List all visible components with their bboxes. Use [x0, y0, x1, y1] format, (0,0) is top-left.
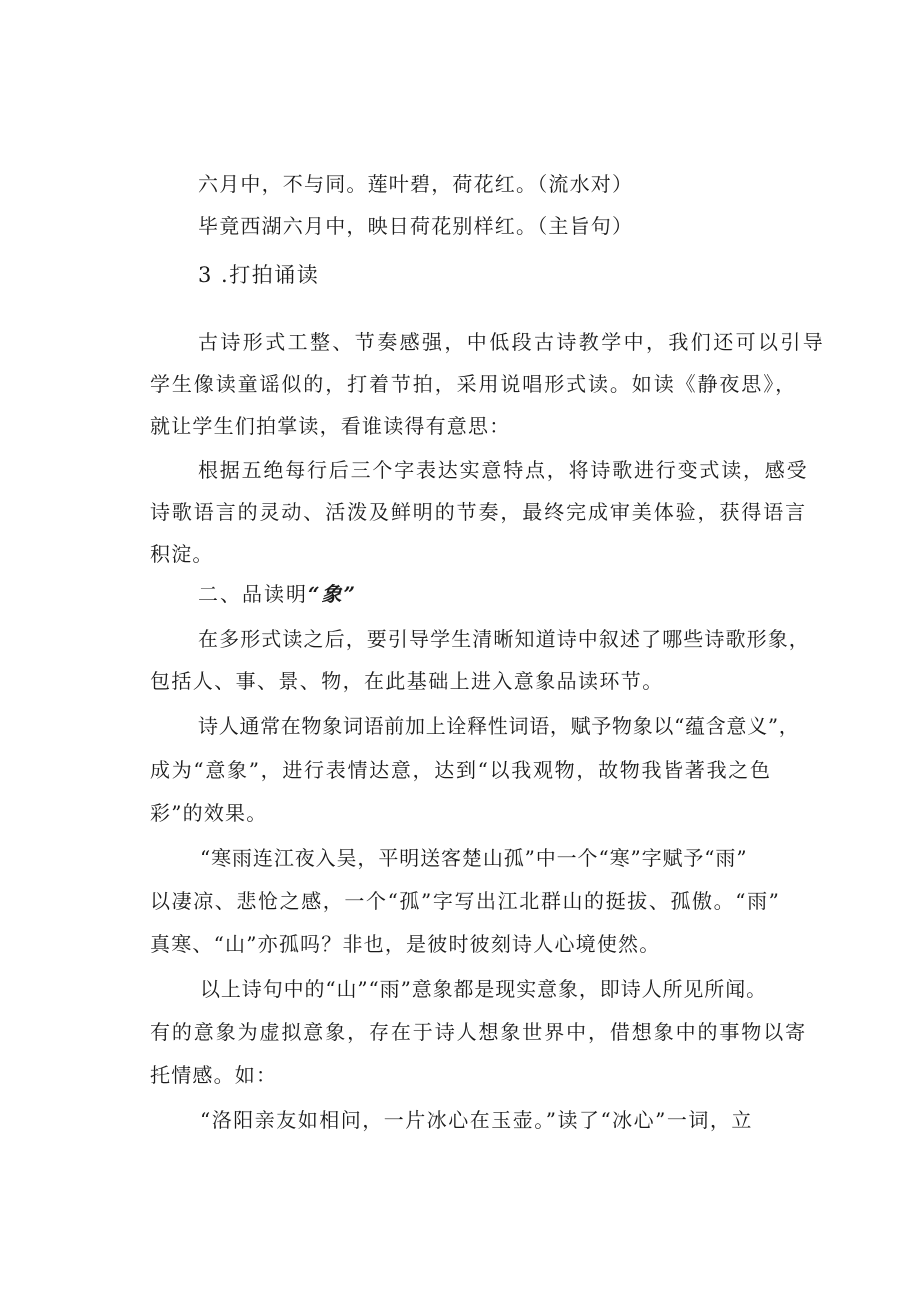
poem-line-1: 六月中，不与同。莲叶碧，荷花红。（流水对）	[198, 172, 634, 196]
poem-line-2: 毕竟西湖六月中，映日荷花别样红。（主旨句）	[198, 214, 634, 238]
paragraph-line: 以上诗句中的“山”“雨”意象都是现实意象，即诗人所见所闻。	[200, 977, 767, 1001]
paragraph-line: 成为“意象”，进行表情达意，达到“以我观物，故物我皆著我之色	[150, 758, 772, 782]
paragraph-line: “洛阳亲友如相问，一片冰心在玉壶。”读了“冰心”一词，立	[200, 1108, 753, 1132]
paragraph-line: 积淀。	[150, 542, 214, 566]
paragraph-line: 根据五绝每行后三个字表达实意特点，将诗歌进行变式读，感受	[198, 458, 809, 482]
paragraph-line: “寒雨连江夜入吴，平明送客楚山孤”中一个“寒”字赋予“雨”	[200, 846, 748, 870]
paragraph-line: 古诗形式工整、节奏感强，中低段古诗教学中，我们还可以引导	[198, 330, 826, 354]
section-heading-2	[198, 582, 357, 606]
paragraph-line: 彩”的效果。	[150, 801, 268, 825]
heading-prefix: 二、品读明	[198, 582, 308, 606]
paragraph-line: 托情感。如：	[150, 1063, 278, 1087]
paragraph-line: 在多形式读之后，要引导学生清晰知道诗中叙述了哪些诗歌形象，	[198, 627, 810, 651]
paragraph-line: 有的意象为虚拟意象，存在于诗人想象世界中，借想象中的事物以寄	[150, 1020, 807, 1044]
paragraph-line: 学生像读童谣似的，打着节拍，采用说唱形式读。如读《静夜思》，	[150, 372, 797, 396]
heading-emphasis: “象”	[308, 582, 358, 606]
section-heading-3: 3 .打拍诵读	[198, 263, 320, 287]
paragraph-line: 诗人通常在物象词语前加上诠释性词语，赋予物象以“蕴含意义”，	[198, 714, 800, 738]
paragraph-line: 诗歌语言的灵动、活泼及鲜明的节奏，最终完成审美体验，获得语言	[150, 500, 807, 524]
paragraph-line: 包括人、事、景、物，在此基础上进入意象品读环节。	[150, 669, 664, 693]
paragraph-line: 以凄凉、悲怆之感，一个“孤”字写出江北群山的挺拔、孤傲。“雨”	[150, 889, 781, 913]
paragraph-line: 就让学生们拍掌读，看谁读得有意思：	[150, 414, 511, 438]
paragraph-line: 真寒、“山”亦孤吗？非也，是彼时彼刻诗人心境使然。	[150, 932, 661, 956]
